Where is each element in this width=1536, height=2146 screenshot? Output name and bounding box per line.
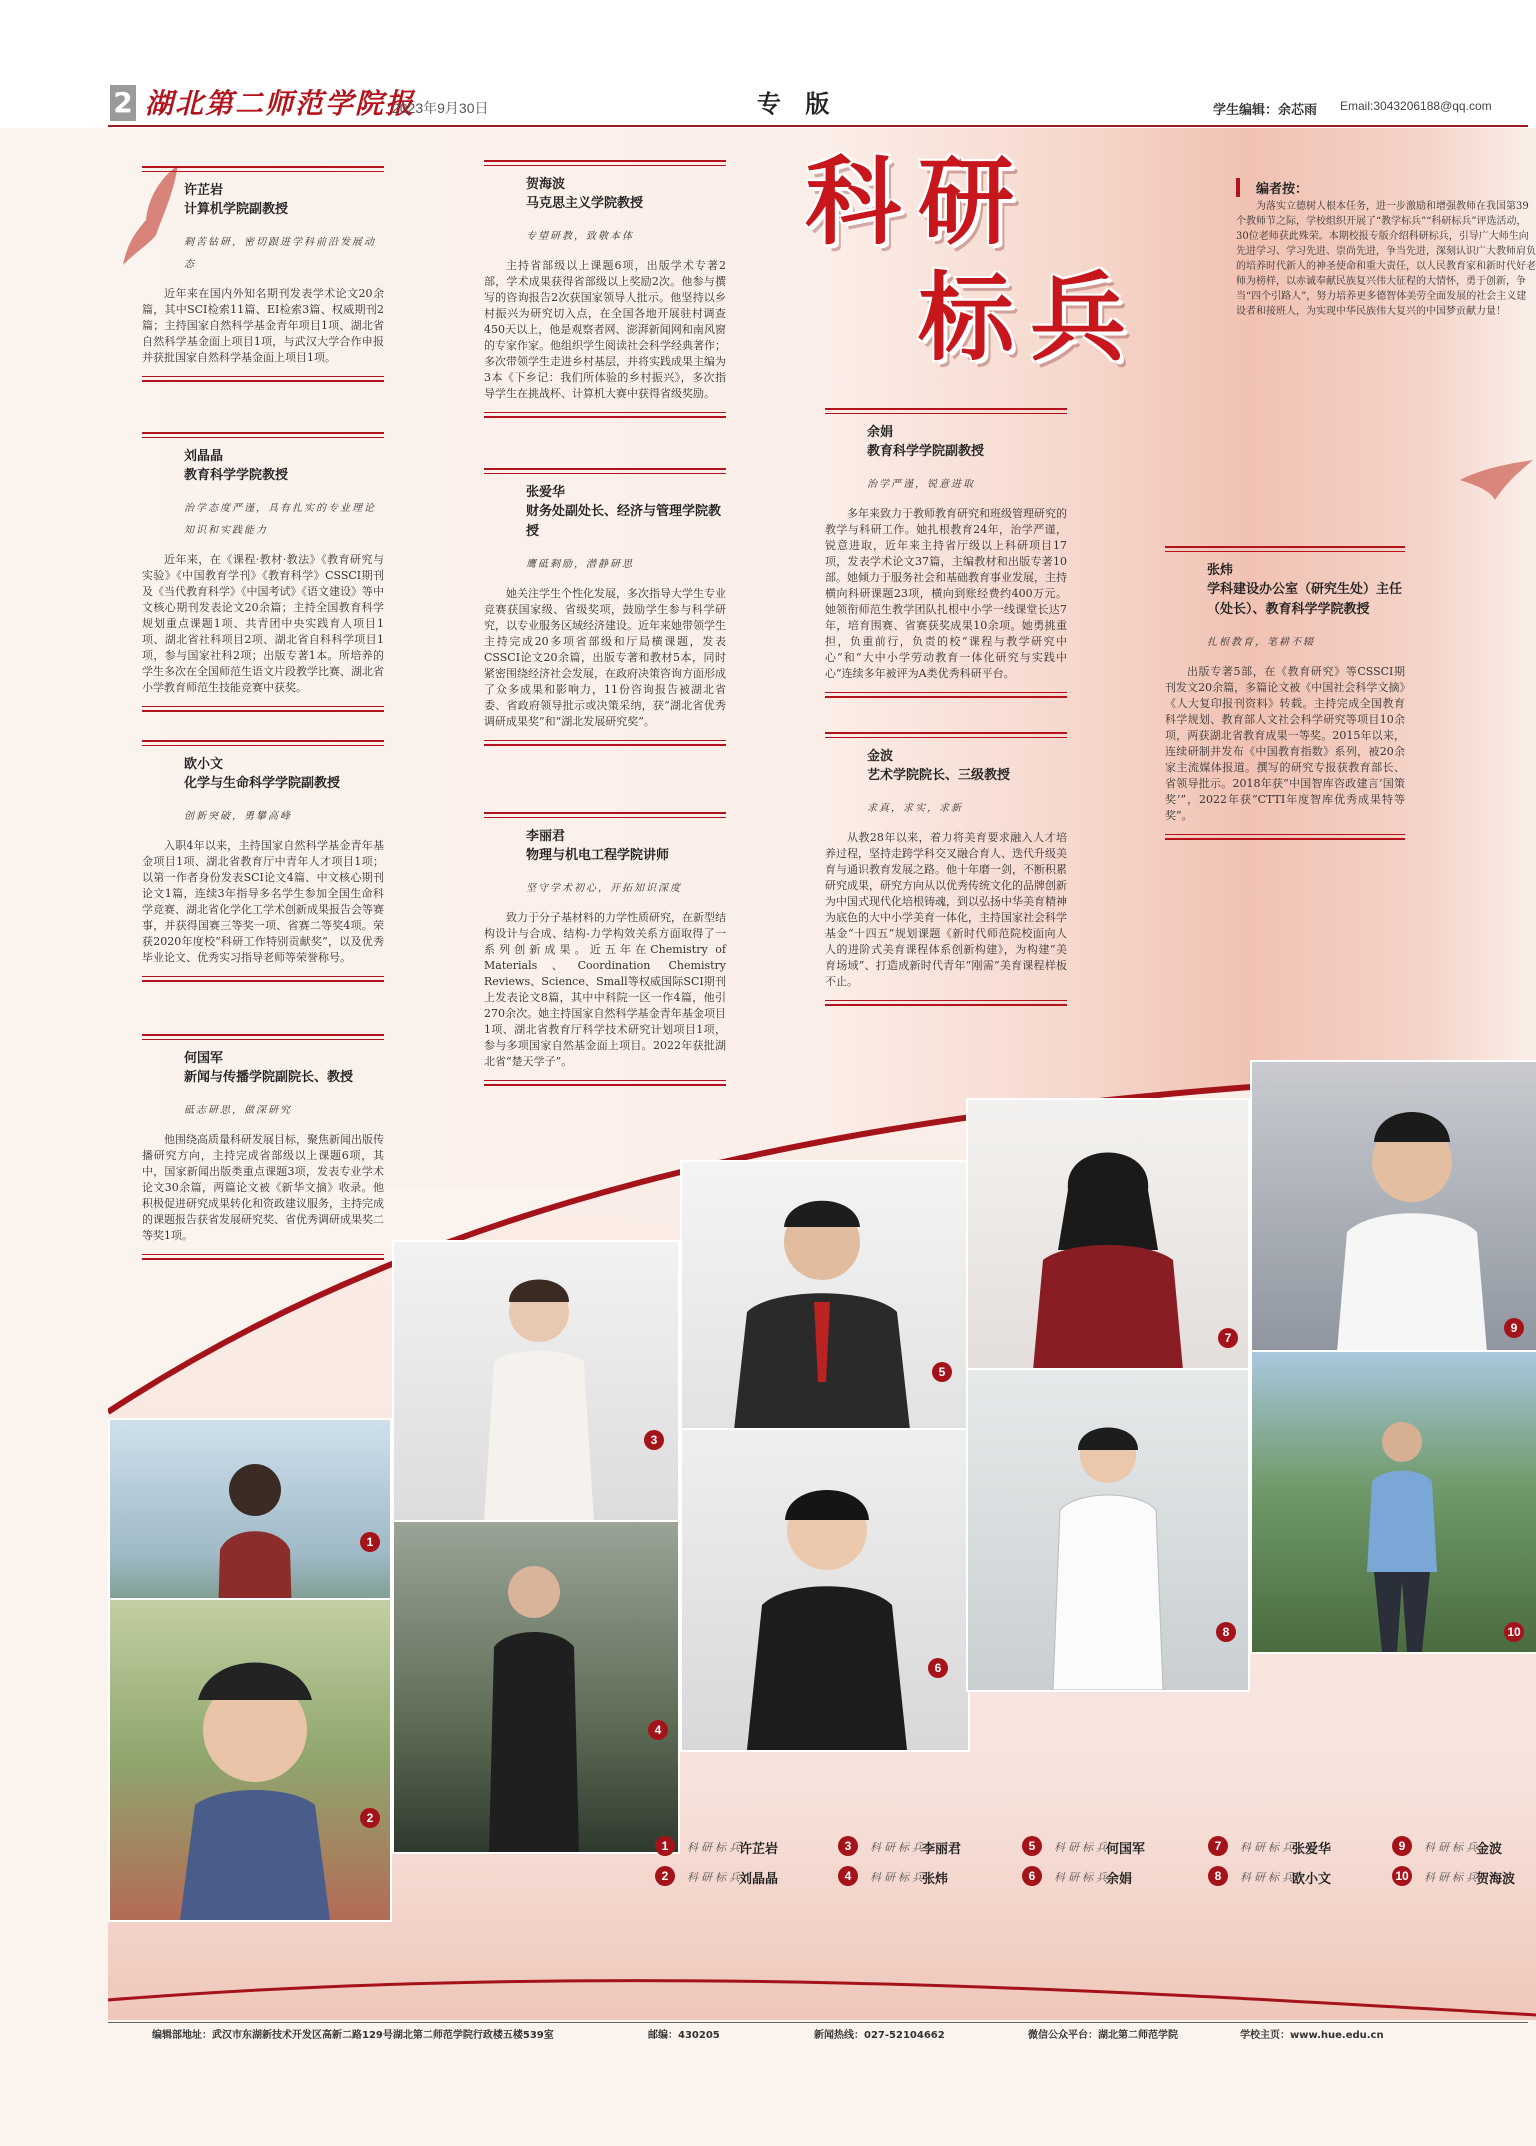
legend-name: 余娟	[1106, 1872, 1133, 1887]
profile-card	[484, 468, 726, 746]
card-top-rule	[142, 740, 384, 746]
portrait-photo	[966, 1098, 1250, 1372]
page-footer	[108, 2022, 1528, 2049]
card-top-rule	[484, 160, 726, 166]
legend-name: 许芷岩	[739, 1842, 779, 1857]
profile-name: 张炜	[1207, 563, 1234, 578]
profile-title: 财务处副处长、经济与管理学院教授	[526, 504, 722, 539]
profile-motto: 坚守学术初心，开拓知识深度	[526, 883, 682, 894]
portrait-photo	[1250, 1350, 1536, 1654]
profile-name: 贺海波	[526, 177, 566, 192]
legend-number: 8	[1208, 1866, 1228, 1886]
profile-card	[142, 432, 384, 712]
profile-name: 余娟	[867, 425, 894, 440]
legend-name: 张炜	[922, 1872, 949, 1887]
issue-date: 2023年9月30日	[392, 100, 489, 116]
profile-bio: 入职4年以来，主持国家自然科学基金青年基金项目1项、湖北省教育厅中青年人才项目1项；以第一作者身份发表SCI论文4篇、中文核心期刊论文1篇，连续3年指导多名学生参加全国生命科学竞赛、湖北省化学化工学术创新成果报告会等赛事，并获得国赛三等奖一项、省赛二等奖4项。荣获2020年度校“科研工作特别贡献奖”，以及优秀毕业论文、优秀实习指导老师等荣誉称号。	[142, 839, 384, 964]
profile-bio: 他围绕高质量科研发展目标，聚焦新闻出版传播研究方向，主持完成省部级以上课题6项，其中，国家新闻出版类重点课题3项，发表专业学术论文30余篇，两篇论文被《新华文摘》收录。他积极促进研究成果转化和资政建议服务，主持完成的课题报告获省发展研究奖、省优秀调研成果奖二等奖1项。	[142, 1133, 384, 1242]
photo-number-badge: 4	[648, 1720, 668, 1740]
photo-number-badge: 6	[928, 1658, 948, 1678]
profile-bio: 致力于分子基材料的力学性质研究，在新型结构设计与合成、结构-力学构效关系方面取得了一系列创新成果。近五年在Chemistry of Materials、Coordination Chemistry Reviews、Science、Small等权威国际SCI期刊上发表论文8篇，其中中科院一区一作4篇，他引270余次。她主持国家自然科学基金青年基金项目1项、湖北省教育厅科学技术研究计划项目1项，参与多项国家自然基金面上项目。2022年获批湖北省“楚天学子”。	[484, 911, 726, 1068]
legend-number: 6	[1022, 1866, 1042, 1886]
card-top-rule	[484, 468, 726, 474]
profile-bio: 近年来，在《课程·教材·教法》《教育研究与实验》《中国教育学刊》《教育科学》CSSCI期刊及《当代教育科学》《中国考试》《语文建设》等中文核心期刊发表论文20余篇；主持全国教育科学规划重点课题1项、共青团中央实践育人项目1项、湖北省社科项目2项、湖北省自科科学项目1项，参与国家社科2项；出版专著1本。所培养的学生多次在全国师范生语文片段教学比赛、湖北省小学教育师范生技能竞赛中获奖。	[142, 553, 384, 694]
portrait-photo	[108, 1598, 392, 1922]
legend-number: 2	[655, 1866, 675, 1886]
profile-card	[1165, 546, 1405, 840]
profile-card	[484, 160, 726, 418]
profile-title: 物理与机电工程学院讲师	[526, 848, 670, 863]
person-figure-icon	[474, 1262, 604, 1522]
card-bottom-rule	[142, 376, 384, 382]
profile-motto: 鹰砥剩励，潜静研思	[526, 559, 634, 570]
card-bottom-rule	[484, 740, 726, 746]
card-top-rule	[1165, 546, 1405, 552]
legend-name: 何国军	[1106, 1842, 1146, 1857]
profile-title: 学科建设办公室（研究生处）主任（处长）、教育科学学院教授	[1207, 582, 1403, 617]
card-bottom-rule	[825, 1000, 1067, 1006]
profile-motto: 砥志研思，做深研究	[184, 1105, 292, 1116]
profile-motto: 治学态度严谨，具有扎实的专业理论知识和实践能力	[184, 503, 376, 536]
portrait-photo	[680, 1428, 970, 1752]
card-bottom-rule	[142, 976, 384, 982]
profile-card	[825, 408, 1067, 698]
legend-label: 科研标兵	[1054, 1871, 1110, 1884]
student-editor: 学生编辑：余芯雨	[1213, 102, 1318, 117]
legend-label: 科研标兵	[1240, 1871, 1296, 1884]
legend-label: 科研标兵	[1424, 1871, 1480, 1884]
person-figure-icon	[722, 1182, 922, 1448]
legend-label: 科研标兵	[870, 1841, 926, 1854]
photo-number-badge: 10	[1504, 1622, 1524, 1642]
portrait-photo	[680, 1160, 970, 1450]
footer-homepage: 学校主页：www.hue.edu.cn	[1240, 2030, 1384, 2041]
feature-title-char: 研	[918, 145, 1014, 258]
legend-number: 4	[838, 1866, 858, 1886]
card-top-rule	[484, 812, 726, 818]
legend-label: 科研标兵	[1054, 1841, 1110, 1854]
portrait-photo	[392, 1520, 680, 1854]
footer-hotline: 新闻热线：027-52104662	[814, 2030, 945, 2041]
card-bottom-rule	[825, 692, 1067, 698]
portrait-photo	[392, 1240, 680, 1524]
bird-decoration-icon	[1455, 455, 1535, 505]
feature-title-char: 标	[918, 261, 1014, 374]
profile-bio: 她关注学生个性化发展，多次指导大学生专业竞赛获国家级、省级奖项，鼓励学生参与科学研究，以专业服务区域经济建设。近年来她带领学生主持完成20多项省部级和厅局横课题，发表CSSCI论文20余篇，出版专著和教材5本，同时紧密围绕经济社会发展，在政府决策咨询方面形成了众多成果和影响力，11份咨询报告被湖北省委、省政府领导批示或决策采纳，获“湖北省优秀调研成果奖”和“湖北发展研究奖”。	[484, 587, 726, 728]
card-bottom-rule	[1165, 834, 1405, 840]
card-top-rule	[142, 1034, 384, 1040]
legend-name: 金波	[1476, 1842, 1503, 1857]
legend-name: 贺海波	[1476, 1872, 1516, 1887]
legend-name: 刘晶晶	[739, 1872, 779, 1887]
profile-bio: 主持省部级以上课题6项，出版学术专著2部，学术成果获得省部级以上奖励2次。他参与撰写的咨询报告2次获国家领导人批示。他坚持以乡村振兴为研究切入点，在全国各地开展驻村调查450天以上，他是观察者网、澎湃新闻网和南风窗的专家作家。他组织学生阅读社会科学经典著作；多次带领学生走进乡村基层，并将实践成果主编为3本《下乡记：我们所体验的乡村振兴》，多次指导学生在挑战杯、计算机大赛中获得省级奖励。	[484, 259, 726, 400]
profile-card	[142, 740, 384, 982]
legend-number: 9	[1392, 1836, 1412, 1856]
profile-title: 教育科学学院副教授	[867, 444, 985, 459]
person-figure-icon	[474, 1552, 594, 1852]
profile-bio: 近年来在国内外知名期刊发表学术论文20余篇，其中SCI检索11篇、EI检索3篇、权威期刊2篇；主持国家自然科学基金青年项目1项、湖北省自然科学基金面上项目1项，与武汉大学合作申报并获批国家自然科学基金面上项目1项。	[142, 287, 384, 364]
profile-title: 马克思主义学院教授	[526, 196, 644, 211]
profile-bio: 从教28年以来，着力将美育要求融入人才培养过程，坚持走跨学科交叉融合育人、迭代升级美育与通识教育发展之路。他十年磨一剑，不断积累研究成果，研究方向从以优秀传统文化的品牌创新为中国式现代化培根铸魂，到以弘扬中华美育精神为底色的大中小学美育一体化，主持国家社会科学基金“十四五”规划课题《新时代师范院校面向人人的进阶式美育课程体系创新构建》，为构建“美育场域”、打造成新时代青年“刚需”美育课程样板不止。	[825, 831, 1067, 988]
profile-title: 新闻与传播学院副院长、教授	[184, 1070, 354, 1085]
profile-motto: 治学严谨，锐意进取	[867, 479, 975, 490]
profile-card	[142, 166, 384, 382]
card-top-rule	[142, 166, 384, 172]
person-figure-icon	[1038, 1410, 1178, 1690]
person-figure-icon	[737, 1460, 917, 1750]
footer-postcode: 邮编：430205	[648, 2030, 720, 2041]
person-figure-icon	[170, 1620, 340, 1920]
card-top-rule	[825, 732, 1067, 738]
photo-number-badge: 7	[1218, 1328, 1238, 1348]
legend-name: 张爱华	[1292, 1842, 1332, 1857]
legend-number: 1	[655, 1836, 675, 1856]
masthead-rule	[108, 125, 1528, 127]
card-top-rule	[142, 432, 384, 438]
profile-motto: 求真，求实，求新	[867, 803, 963, 814]
profile-bio: 多年来致力于教师教育研究和班级管理研究的教学与科研工作。她扎根教育24年，治学严谨，锐意进取，近年来主持省厅级以上科研项目17项，发表学术论文37篇，主编教材和出版专著10部。她倾力于服务社会和基础教育事业发展，主持横向科研课题23项，横向到账经费约400万元。她领衔师范生教学团队扎根中小学一线课堂长达7年，培育围赛、省赛获奖成果10余项。她勇挑重担，负重前行，负责的校“课程与教学研究中心”和“大中小学劳动教育一体化研究与实践中心”连续多年被评为A类优秀科研平台。	[825, 507, 1067, 680]
legend-label: 科研标兵	[1240, 1841, 1296, 1854]
profile-name: 张爱华	[526, 485, 566, 500]
profile-title: 计算机学院副教授	[184, 202, 289, 217]
profile-title: 化学与生命科学学院副教授	[184, 776, 341, 791]
profile-motto: 专望研教，致敬本体	[526, 231, 634, 242]
profile-name: 李丽君	[526, 829, 566, 844]
photo-number-badge: 1	[360, 1532, 380, 1552]
profile-name: 欧小文	[184, 757, 224, 772]
card-bottom-rule	[142, 706, 384, 712]
profile-title: 艺术学院院长、三级教授	[867, 768, 1011, 783]
editor-email: Email:3043206188@qq.com	[1340, 99, 1492, 113]
person-figure-icon	[1352, 1412, 1452, 1652]
card-top-rule	[825, 408, 1067, 414]
legend-number: 3	[838, 1836, 858, 1856]
profile-motto: 扎根教育，笔耕不辍	[1207, 637, 1315, 648]
legend-label: 科研标兵	[687, 1841, 743, 1854]
photo-number-badge: 3	[644, 1430, 664, 1450]
legend-label: 科研标兵	[687, 1871, 743, 1884]
legend-name: 欧小文	[1292, 1872, 1332, 1887]
profile-motto: 创新突破，勇攀高峰	[184, 811, 292, 822]
portrait-photo	[966, 1368, 1250, 1692]
editor-note	[1236, 178, 1536, 319]
photo-number-badge: 2	[360, 1808, 380, 1828]
legend-number: 7	[1208, 1836, 1228, 1856]
footer-address: 编辑部地址：武汉市东湖新技术开发区高新二路129号湖北第二师范学院行政楼五楼539室	[152, 2030, 554, 2041]
profile-name: 刘晶晶	[184, 449, 224, 464]
photo-number-badge: 8	[1216, 1622, 1236, 1642]
profile-card	[825, 732, 1067, 1006]
photo-number-badge: 5	[932, 1362, 952, 1382]
feature-title-char: 兵	[1030, 261, 1126, 374]
footer-wechat: 微信公众平台：湖北第二师范学院	[1028, 2030, 1178, 2041]
profile-name: 何国军	[184, 1051, 224, 1066]
legend-label: 科研标兵	[870, 1871, 926, 1884]
portrait-photo	[1250, 1060, 1536, 1354]
newspaper-name: 湖北第二师范学院报	[145, 87, 416, 120]
page-number: 2	[110, 85, 136, 121]
editor-note-label: 编者按：	[1236, 178, 1536, 197]
profile-name: 许芷岩	[184, 183, 224, 198]
legend-label: 科研标兵	[1424, 1841, 1480, 1854]
photo-number-badge: 9	[1504, 1318, 1524, 1338]
feature-title-char: 科	[805, 145, 901, 258]
section-title: 专 版	[757, 90, 838, 118]
person-figure-icon	[1018, 1120, 1198, 1370]
profile-motto: 剩苦钻研，密切跟进学科前沿发展动态	[184, 237, 376, 270]
legend-number: 10	[1392, 1866, 1412, 1886]
person-figure-icon	[1322, 1082, 1502, 1352]
profile-title: 教育科学学院教授	[184, 468, 289, 483]
profile-card	[484, 812, 726, 1086]
legend-name: 李丽君	[922, 1842, 962, 1857]
card-bottom-rule	[484, 412, 726, 418]
editor-note-text: 为落实立德树人根本任务，进一步激励和增强教师在我国第39个教师节之际，学校组织开展了“教学标兵”“科研标兵”评选活动，30位老师获此殊荣。本期校报专版介绍科研标兵，引导广大师生向先进学习、学习先进、崇尚先进，争当先进，深刻认识广大教师肩负的培养时代新人的神圣使命和重大责任，以人民教育家和新时代好老师为榜样，以赤诚奉献民族复兴伟大征程的大情怀，勇于创新，争当“四个引路人”，努力培养更多德智体美劳全面发展的社会主义建设者和接班人，为实现中华民族伟大复兴的中国梦贡献力量！	[1236, 201, 1536, 317]
profile-bio: 出版专著5部，在《教育研究》等CSSCI期刊发文20余篇，多篇论文被《中国社会科学文摘》《人大复印报刊资料》转载。主持完成全国教育科学规划、教育部人文社会科学研究等项目10余项，两获湖北省教育成果一等奖。2015年以来，连续研制并发布《中国教育指数》系列，被20余家主流媒体报道。撰写的研究专报获教育部长、省领导批示。2018年获“中国智库咨政建言‘国策奖’”，2022年获“CTTI年度智库优秀成果特等奖”。	[1165, 665, 1405, 822]
legend-number: 5	[1022, 1836, 1042, 1856]
profile-name: 金波	[867, 749, 894, 764]
